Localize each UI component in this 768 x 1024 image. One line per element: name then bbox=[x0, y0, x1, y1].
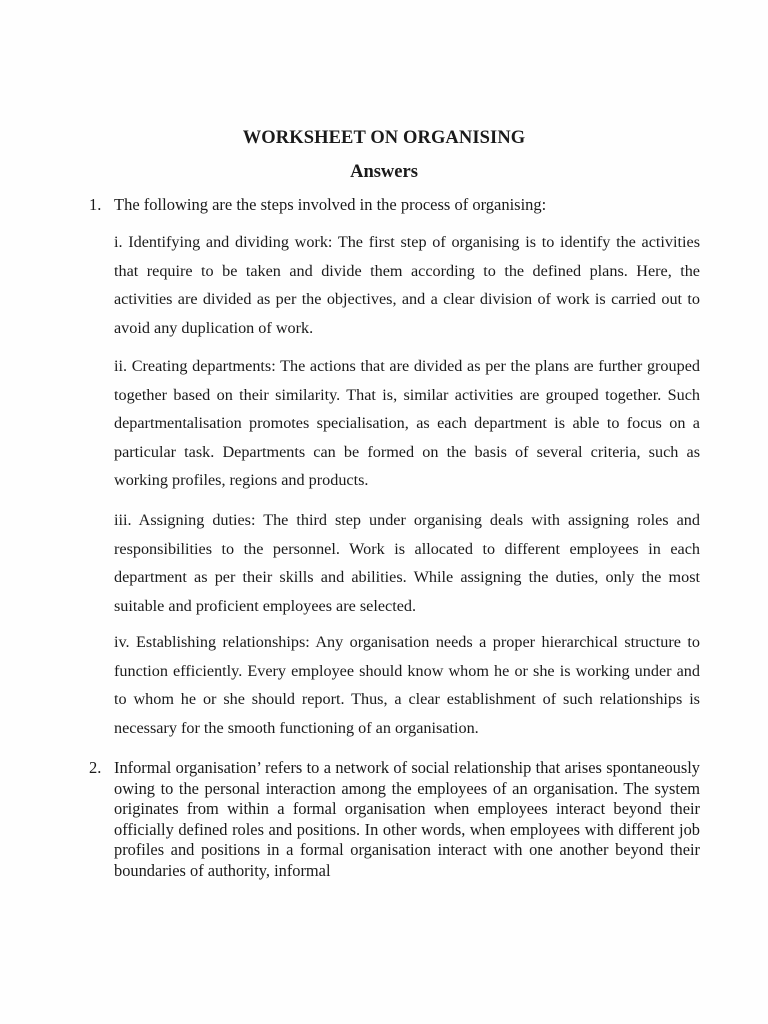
step-2-paragraph: ii. Creating departments: The actions that are divided as per the plans are further grouped together based on their similarity. That is, similar activities are grouped together. Such departmentalisation promotes specialisation, as each department is able to focus on a particular task. Departments can be formed on the basis of several criteria, such as working profiles, regions and products. bbox=[114, 357, 700, 489]
step-4-paragraph: iv. Establishing relationships: Any organisation needs a proper hierarchical structure to function efficiently. Every employee should know whom he or she is working under and to whom he or she should report. Thus, a clear establishment of such relationships is necessary for the smooth functioning of an organisation. bbox=[114, 633, 700, 737]
worksheet-title: WORKSHEET ON ORGANISING bbox=[242, 128, 526, 148]
question-1-number: 1. bbox=[89, 195, 102, 214]
question-2-paragraph: Informal organisation’ refers to a network of social relationship that arises spontaneously owing to the personal interaction among the employees of an organisation. The system originates from within a formal organisation when employees interact beyond their officially defined roles and positions. In other words, when employees with different job profiles and positions in a formal organisation interact with one another beyond their boundaries of authority, informal bbox=[114, 758, 700, 880]
step-1-paragraph: i. Identifying and dividing work: The first step of organising is to identify the activities that require to be taken and divide them according to the defined plans. Here, the activities are divided as per the objectives, and a clear division of work is carried out to avoid any duplication of work. bbox=[114, 233, 700, 337]
question-1-intro: The following are the steps involved in the process of organising: bbox=[114, 195, 547, 214]
question-2-number: 2. bbox=[89, 758, 102, 777]
step-3-paragraph: iii. Assigning duties: The third step under organising deals with assigning roles and responsibilities to the personnel. Work is allocated to different employees in each department as per their skills and abilities. While assigning the duties, only the most suitable and proficient employees are selected. bbox=[114, 511, 700, 615]
worksheet-subtitle: Answers bbox=[350, 162, 418, 182]
